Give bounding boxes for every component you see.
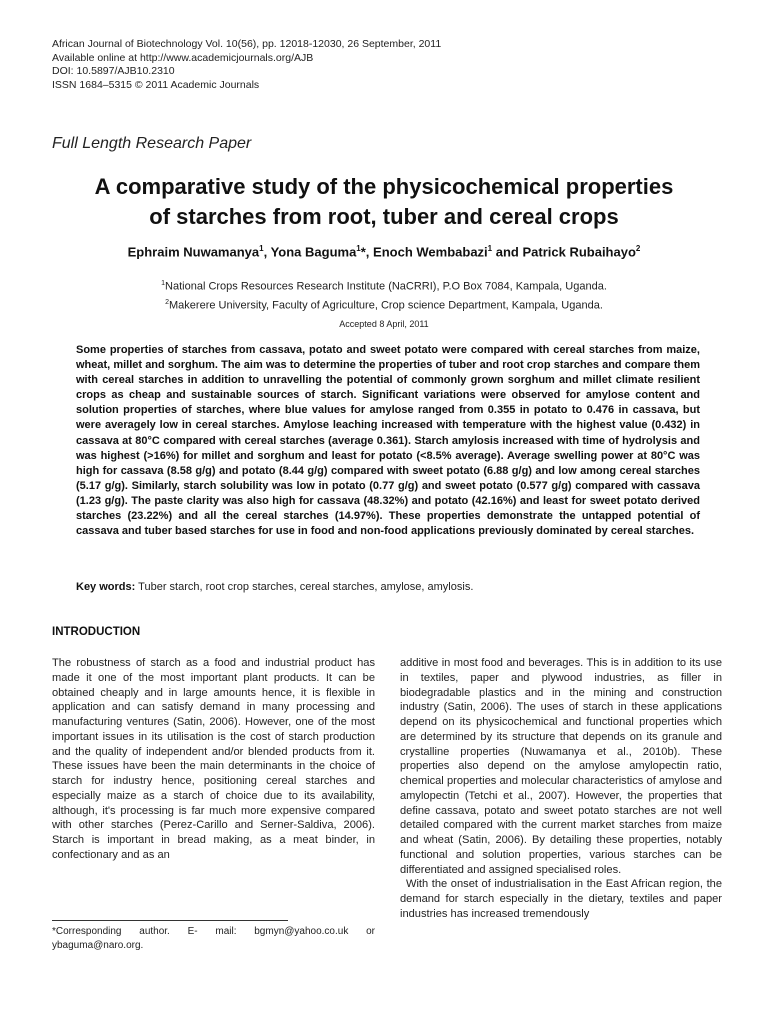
abstract: Some properties of starches from cassava, potato and sweet potato were compared with cereal starches from maize, wheat, millet and sorghum. The aim was to determine the properties of tuber and root crop starches and compare them with cereal starches in addition to unravelling the potential of commonly grown sorghum and millet climate resilient crops as cheap and sustainable sources of starch. Significant variations were observed for amylose content and solution properties of starches, where blue values for amylose ranged from 0.355 in potato to 0.476 in cassava, but were averagely low in cereal starches. Amylose leaching increased with temperature with the highest value (0.432) in cassava at 80°C compared with cereal starches (average 0.361). Starch amylosis increased with time of hydrolysis and was highest (>16%) for millet and sorghum and least for potato (<8.5% average). Average swelling power at 80°C was high for cassava (8.58 g/g) and potato (8.44 g/g) compared with sweet potato (6.88 g/g) and low among cereal starches (5.17 g/g). Similarly, starch solubility was low in potato (0.77 g/g) and sweet potato (0.577 g/g) compared with cassava (1.23 g/g). The paste clarity was also high for cassava (48.32%) and potato (42.16%) and least for sweet potato derived starches (23.22%) and all the cereal starches (14.97%). These properties demonstrate the untapped potential of cassava and tuber based starches for use in food and non-food applications previously dominated by cereal starches. — [76, 344, 700, 538]
author-list — [40, 244, 728, 259]
affiliation-list — [40, 276, 728, 313]
introduction-heading: INTRODUCTION — [52, 626, 141, 638]
affiliation-marker: 2 — [165, 298, 170, 306]
keywords — [76, 581, 700, 593]
journal-availability: Available online at http://www.academicjournals.org/AJB — [52, 51, 314, 64]
affiliation-text: Makerere University, Faculty of Agriculture, Crop science Department, Kampala, Uganda. — [169, 299, 603, 312]
affiliation-marker: 1 — [161, 280, 166, 287]
keywords-label: Key words: — [76, 581, 136, 593]
journal-citation: African Journal of Biotechnology Vol. 10(56), pp. 12018-12030, 26 September, 2011 — [52, 38, 442, 50]
right-column — [400, 656, 722, 922]
author-affiliation-marker: 1 — [356, 244, 361, 253]
paper-title — [40, 172, 728, 232]
journal-header — [52, 38, 441, 92]
footnote-divider — [52, 920, 288, 921]
keywords-text: Tuber starch, root crop starches, cereal starches, amylose, amylosis. — [135, 581, 474, 593]
accepted-date: Accepted 8 April, 2011 — [339, 319, 429, 329]
body-paragraph: additive in most food and beverages. This is in addition to its use in textiles, paper and plywood industries, as filler in biodegradable plastics and in the mining and construction industry (Satin, 2006). The uses of starch in these applications depend on its physicochemical and functional properties which are determined by its structure that depends on its granule and crystalline properties (Nuwamanya et al., 2010b). These properties also depend on the amylose amylopectin ratio, chemical properties and molecular characteristics of amylose and amylopectin (Tetchi et al., 2007). However, the properties that define cassava, potato and sweet potato starches are not well detailed compared with the current market starches from maize and wheat (Satin, 2006). By detailing these properties, notably functional and solution properties, various starches can be differentiated and assigned specialised roles. — [400, 657, 722, 876]
author-separator: and — [492, 244, 523, 260]
author-name: Ephraim Nuwamanya — [127, 244, 260, 260]
body-paragraph: With the onset of industrialisation in the East African region, the demand for starch especially in the dietary, textiles and paper industries has increased tremendously — [400, 878, 722, 920]
author-name: Patrick Rubaihayo — [522, 244, 636, 260]
title-line-1: A comparative study of the physicochemical properties — [94, 174, 674, 199]
left-column — [52, 656, 375, 863]
author-name: Yona Baguma — [270, 244, 357, 260]
affiliation-text: National Crops Resources Research Institute (NaCRRI), P.O Box 7084, Kampala, Uganda. — [165, 280, 607, 293]
corresponding-author-footnote: *Corresponding author. E- mail: bgmyn@yahoo.co.uk or ybaguma@naro.org. — [52, 926, 375, 951]
body-paragraph: The robustness of starch as a food and industrial product has made it one of the most important plant products. It can be obtained cheaply and in large amounts hence, it is flexible in application and can satisfy demand in many processing and manufacturing ventures (Satin, 2006). However, one of the most important issues in its utilisation is the cost of starch production and the quality of independent and/or blended products from it. These issues have been the main determinants in the choice of starch for industry hence, positioning cereal starches and especially maize as a starch of choice due to its availability, although, it's processing is far much more expensive compared with other starches (Perez-Carillo and Serner-Saldiva, 2006). Starch is important in bread making, as a meat binder, in confectionary and as an — [52, 657, 375, 861]
author-affiliation-marker: 1 — [259, 244, 264, 253]
author-affiliation-marker: 2 — [635, 244, 641, 253]
journal-issn: ISSN 1684–5315 © 2011 Academic Journals — [52, 78, 260, 91]
paper-type-label: Full Length Research Paper — [52, 135, 252, 152]
journal-doi: DOI: 10.5897/AJB10.2310 — [52, 65, 175, 77]
author-affiliation-marker: 1 — [487, 244, 493, 253]
author-separator: *, — [360, 244, 374, 260]
title-line-2: of starches from root, tuber and cereal crops — [149, 204, 619, 229]
author-name: Enoch Wembabazi — [373, 244, 488, 260]
author-separator: , — [263, 244, 271, 260]
affiliation-item — [40, 276, 728, 295]
affiliation-item — [40, 295, 728, 314]
